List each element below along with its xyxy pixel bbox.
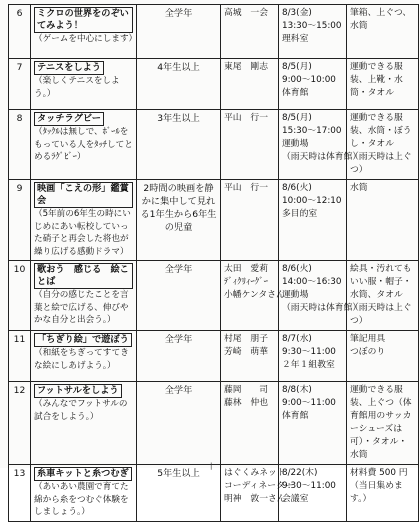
datetime-place-cell bbox=[279, 465, 347, 522]
activity-description: （ゲームを中心にします） bbox=[34, 34, 138, 44]
datetime-place-line: 8/5(月) bbox=[282, 113, 312, 123]
datetime-place-line: 10:00～12:10 bbox=[282, 196, 342, 206]
datetime-place-line: 9:30～11:00 bbox=[282, 481, 336, 491]
belongings-line: 運動できる服装、上靴・水筒・タオル bbox=[350, 62, 403, 98]
datetime-place-cell bbox=[279, 110, 362, 180]
row-number: 11 bbox=[9, 331, 31, 382]
schedule-row bbox=[9, 180, 419, 261]
datetime-place-line: 理科室 bbox=[282, 34, 309, 44]
instructor-cell bbox=[221, 5, 279, 59]
datetime-place-line: 会議室 bbox=[282, 494, 309, 504]
datetime-place-cell bbox=[279, 180, 347, 261]
datetime-place-line: 14:00～16:30 bbox=[282, 277, 342, 287]
belongings-cell bbox=[347, 382, 419, 465]
datetime-place-line: ２年１組教室 bbox=[282, 360, 335, 370]
instructor-name: 明神 敦一さん bbox=[224, 494, 286, 504]
belongings-cell bbox=[347, 331, 419, 382]
belongings-cell bbox=[347, 59, 419, 110]
datetime-place-line: 9:30～11:00 bbox=[282, 347, 336, 357]
instructor-name: 村尾 朋子 bbox=[224, 334, 268, 344]
instructor-name: 平山 行一 bbox=[224, 183, 268, 193]
activity-cell bbox=[31, 382, 137, 465]
schedule-table bbox=[8, 4, 419, 522]
datetime-place-line: 13:30～15:00 bbox=[282, 21, 342, 31]
schedule-row bbox=[9, 261, 419, 331]
instructor-cell bbox=[221, 382, 279, 465]
activity-description: （5年前の6年生の時にいじめにあい転校していった硝子と再会した将也が繰り広げる感動ドラマ） bbox=[34, 209, 131, 257]
instructor-name: 高城 一会 bbox=[224, 8, 268, 18]
row-number: 8 bbox=[9, 110, 31, 180]
grade-cell: 全学年 bbox=[137, 382, 221, 465]
datetime-place-cell bbox=[279, 5, 347, 59]
schedule-row bbox=[9, 59, 419, 110]
activity-cell bbox=[31, 5, 137, 59]
datetime-place-line: 9:00～10:00 bbox=[282, 75, 336, 85]
datetime-place-line: 体育館 bbox=[282, 88, 309, 98]
grade-cell: 全学年 bbox=[137, 261, 221, 331]
belongings-line: 材料費 500 円 bbox=[350, 468, 408, 478]
belongings-line: （雨天時は上ぐつ） bbox=[350, 303, 412, 326]
instructor-cell bbox=[221, 180, 279, 261]
schedule-row bbox=[9, 331, 419, 382]
instructor-name: 藤林 仲也 bbox=[224, 398, 268, 408]
activity-description: （楽しくテニスをしよう。） bbox=[34, 76, 120, 99]
schedule-row bbox=[9, 5, 419, 59]
belongings-cell bbox=[347, 261, 419, 331]
activity-cell bbox=[31, 59, 137, 110]
schedule-row bbox=[9, 382, 419, 465]
datetime-place-line: 8/6(火) bbox=[282, 183, 312, 193]
instructor-name: コーディネーター bbox=[224, 481, 294, 491]
datetime-place-line: 8/7(水) bbox=[282, 334, 312, 344]
instructor-cell bbox=[221, 465, 294, 522]
instructor-name: 小幡ケンタさん bbox=[224, 290, 285, 300]
datetime-place-line: 8/6(火) bbox=[282, 264, 312, 274]
datetime-place-line: （雨天時は体育館） bbox=[282, 303, 362, 313]
belongings-line: 水筒 bbox=[350, 183, 368, 193]
instructor-name: はぐくみネット bbox=[224, 468, 286, 478]
row-number: 9 bbox=[9, 180, 31, 261]
datetime-place-line: 8/3(金) bbox=[282, 8, 312, 18]
datetime-place-line: 運動場 bbox=[282, 139, 309, 149]
instructor-name: 東尾 剛志 bbox=[224, 62, 268, 72]
datetime-place-line: 体育館 bbox=[282, 411, 309, 421]
activity-description: （和紙をちぎってすてきな絵にしあげよう。） bbox=[34, 348, 129, 371]
grade-cell: 3年生以上 bbox=[137, 110, 221, 180]
datetime-place-cell bbox=[279, 331, 347, 382]
belongings-line: 筆箱、上ぐつ、水筒 bbox=[350, 8, 412, 31]
activity-title: フットサルをしよう bbox=[34, 384, 122, 398]
schedule-row bbox=[9, 110, 419, 180]
datetime-place-line: 9:00～11:00 bbox=[282, 398, 336, 408]
activity-cell bbox=[31, 180, 137, 261]
belongings-line: つぼのり bbox=[350, 347, 386, 357]
activity-title: 糸車キットと糸つむぎ bbox=[34, 467, 132, 481]
belongings-cell bbox=[347, 465, 419, 522]
row-number: 7 bbox=[9, 59, 31, 110]
page-mark: | bbox=[210, 462, 213, 470]
datetime-place-line: 8/8(木) bbox=[282, 385, 312, 395]
datetime-place-line: （雨天時は体育館） bbox=[282, 152, 362, 162]
activity-title: 映画「こえの形」鑑賞会 bbox=[34, 182, 133, 208]
activity-title: 歌おう 感じる 絵ことば bbox=[34, 263, 133, 289]
datetime-place-line: 多目的室 bbox=[282, 209, 318, 219]
activity-title: ミクロの世界をのぞいてみよう！ bbox=[34, 7, 133, 33]
instructor-name: 平山 行一 bbox=[224, 113, 268, 123]
instructor-name: ﾃﾞｨｸﾘｨｰｸﾞｰ bbox=[224, 277, 268, 287]
belongings-cell bbox=[347, 110, 419, 180]
datetime-place-cell bbox=[279, 261, 362, 331]
datetime-place-cell bbox=[279, 382, 347, 465]
grade-cell: 全学年 bbox=[137, 5, 221, 59]
instructor-name: 藤岡 司 bbox=[224, 385, 268, 395]
datetime-place-cell bbox=[279, 59, 347, 110]
belongings-cell bbox=[347, 180, 419, 261]
instructor-name: 芳崎 萌華 bbox=[224, 347, 268, 357]
datetime-place-line: 8/22(木) bbox=[282, 468, 318, 478]
belongings-cell bbox=[347, 5, 419, 59]
activity-cell bbox=[31, 331, 137, 382]
row-number: 10 bbox=[9, 261, 31, 331]
activity-title: テニスをしよう bbox=[34, 61, 104, 75]
activity-description: （あいあい農園で育てた綿から糸をつむぐ体験をしましょう。） bbox=[34, 482, 129, 517]
belongings-line: 絵具・汚れてもいい服・帽子・水筒、タオル bbox=[350, 264, 412, 300]
instructor-cell bbox=[221, 331, 279, 382]
activity-cell bbox=[31, 110, 137, 180]
grade-cell: 5年生以上 bbox=[137, 465, 221, 522]
instructor-cell bbox=[221, 261, 285, 331]
instructor-cell bbox=[221, 59, 279, 110]
belongings-line: 筆記用具 bbox=[350, 334, 386, 344]
grade-cell: 全学年 bbox=[137, 331, 221, 382]
row-number: 6 bbox=[9, 5, 31, 59]
schedule-row bbox=[9, 465, 419, 522]
datetime-place-line: 15:30～17:00 bbox=[282, 126, 342, 136]
belongings-line: （雨天時は上ぐつ） bbox=[350, 152, 412, 175]
datetime-place-line: 運動場 bbox=[282, 290, 309, 300]
activity-description: （ﾀｯｸﾙは無しで、ﾎﾞｰﾙをもっている人をﾀｯﾁしてとめるﾗｸﾞﾋﾞｰ） bbox=[34, 127, 133, 162]
activity-description: （自分の感じたことを言葉と絵で広げる、伸びやかな自分と出会う。） bbox=[34, 290, 129, 325]
activity-cell bbox=[31, 261, 137, 331]
activity-cell bbox=[31, 465, 137, 522]
activity-title: タッチラグビー bbox=[34, 112, 104, 126]
row-number: 13 bbox=[9, 465, 31, 522]
grade-cell: 2時間の映画を静かに集中して見れる1年生から6年生の児童 bbox=[137, 180, 221, 261]
belongings-line: （当日集めます。） bbox=[350, 481, 403, 504]
grade-cell: 4年生以上 bbox=[137, 59, 221, 110]
instructor-cell bbox=[221, 110, 279, 180]
activity-description: （みんなでフットサルの試合をしよう。） bbox=[34, 399, 128, 422]
instructor-name: 太田 愛莉 bbox=[224, 264, 268, 274]
activity-title: 「ちぎり絵」で遊ぼう bbox=[34, 333, 132, 347]
belongings-line: 運動できる服装、上ぐつ（体育館用のサッカーシューズは可）・タオル・水筒 bbox=[350, 385, 412, 460]
belongings-line: 運動できる服装、水筒・ぼうし・タオル bbox=[350, 113, 412, 149]
datetime-place-line: 8/5(月) bbox=[282, 62, 312, 72]
row-number: 12 bbox=[9, 382, 31, 465]
